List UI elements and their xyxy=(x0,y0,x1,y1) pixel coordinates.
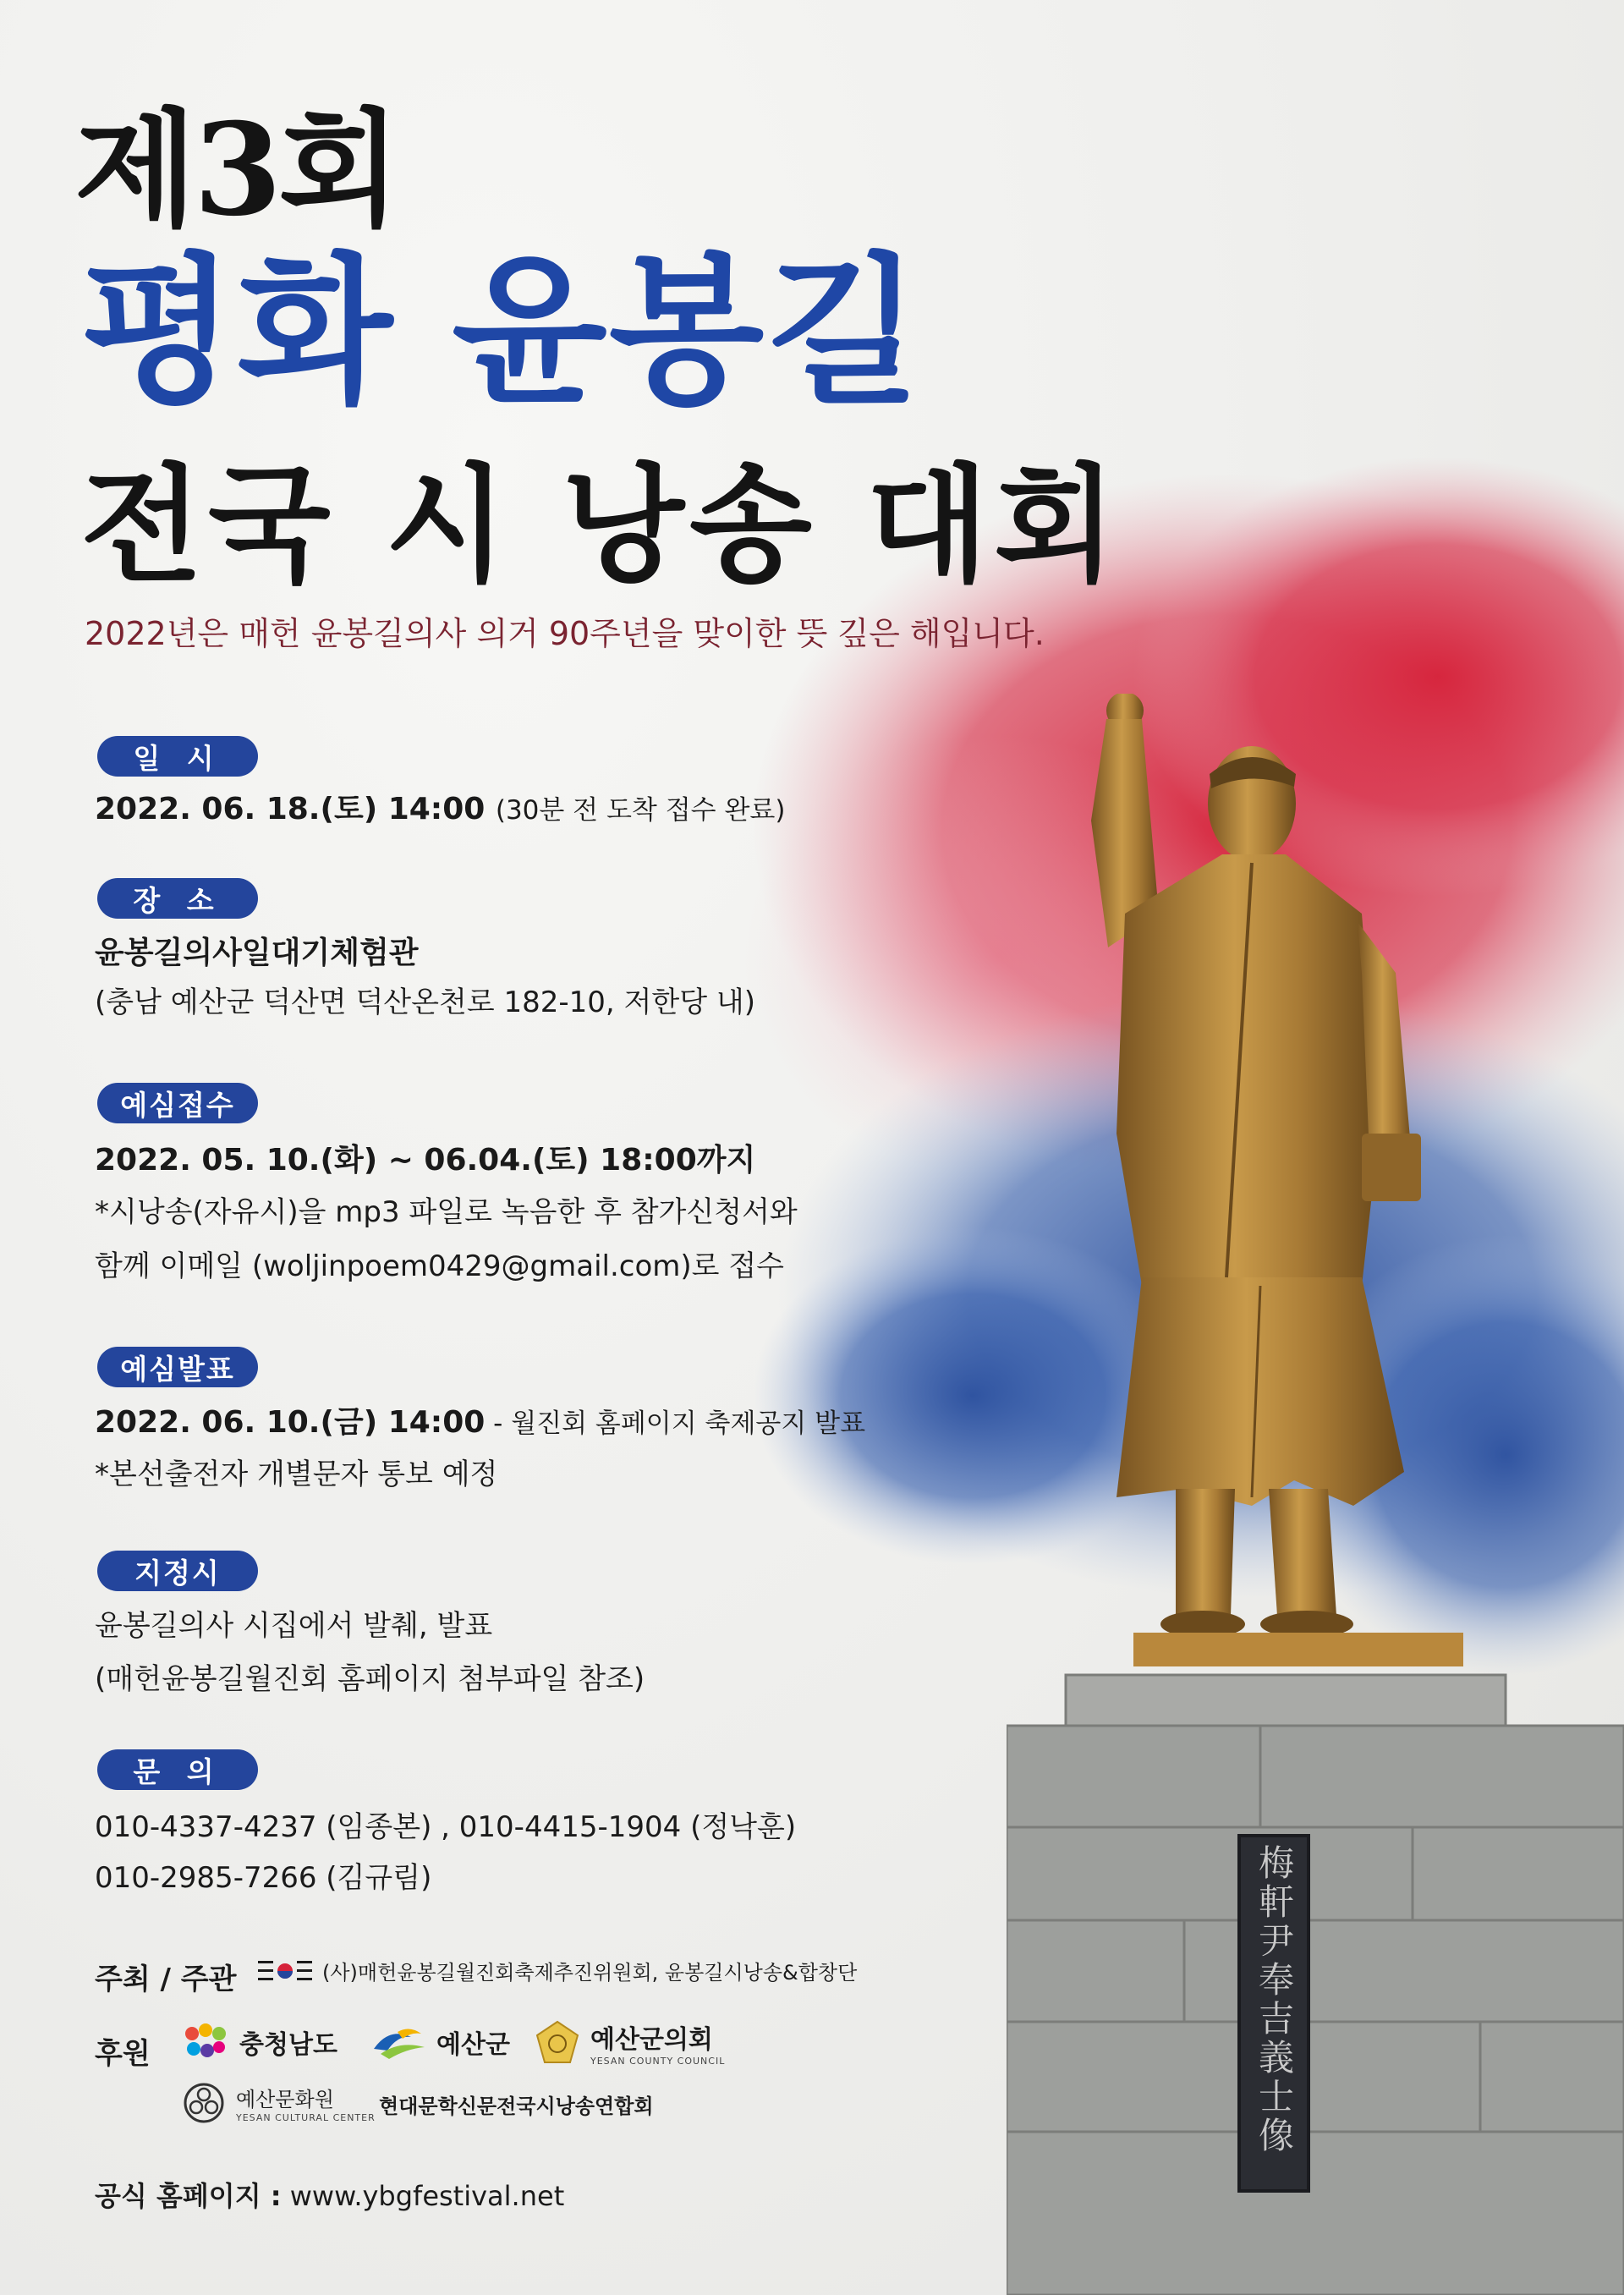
place-name: 윤봉길의사일대기체험관 xyxy=(95,936,419,970)
contact-line2: 010-2985-7266 (김규림) xyxy=(95,1861,432,1895)
prelim-apply-note1: *시낭송(자유시)을 mp3 파일로 녹음한 후 참가신청서와 xyxy=(95,1195,798,1229)
prelim-apply-note2: 함께 이메일 (woljinpoem0429@gmail.com)로 접수 xyxy=(95,1249,785,1283)
host-row xyxy=(258,1956,857,1985)
yesan-text: 예산군 xyxy=(436,2030,510,2060)
date-info xyxy=(95,791,785,827)
date-main: 2022. 06. 18.(토) 14:00 xyxy=(95,792,486,826)
title-edition: 제3회 xyxy=(74,96,398,244)
badge-contact: 문 의 xyxy=(97,1749,258,1790)
statue-pedestal xyxy=(1007,1641,1624,2295)
designated-line2: (매헌윤봉길월진회 홈페이지 첨부파일 참조) xyxy=(95,1662,645,1696)
culture-text-group xyxy=(236,2083,376,2123)
host-flag-icon xyxy=(258,1957,312,1985)
badge-place: 장 소 xyxy=(97,878,258,919)
council-text: 예산군의회 xyxy=(590,2025,713,2055)
host-label: 주최 / 주관 xyxy=(95,1963,237,1996)
prelim-result-line xyxy=(95,1404,865,1441)
council-emblem-icon xyxy=(535,2020,580,2066)
place-address: (충남 예산군 덕산면 덕산온천로 182-10, 저한당 내) xyxy=(95,986,755,1019)
sponsor-yesan xyxy=(372,2023,510,2061)
statue-plaque-text: 梅軒尹奉吉義士像 xyxy=(1254,1844,1295,2155)
sponsor-label: 후원 xyxy=(95,2037,151,2071)
subtitle: 2022년은 매헌 윤봉길의사 의거 90주년을 맞이한 뜻 깊은 해입니다. xyxy=(85,615,1045,652)
homepage-label: 공식 홈페이지 : xyxy=(95,2180,282,2212)
homepage-line xyxy=(95,2180,564,2212)
statue-figure xyxy=(1007,694,1480,1675)
badge-designated: 지정시 xyxy=(97,1551,258,1591)
prelim-result-tail: - 월진회 홈페이지 축제공지 발표 xyxy=(485,1408,866,1439)
badge-prelim-apply: 예심접수 xyxy=(97,1083,258,1123)
culture-center-logo-icon xyxy=(182,2081,226,2125)
designated-line1: 윤봉길의사 시집에서 발췌, 발표 xyxy=(95,1609,493,1643)
badge-date: 일 시 xyxy=(97,736,258,777)
sponsor-culture xyxy=(182,2081,376,2125)
badge-prelim-result: 예심발표 xyxy=(97,1347,258,1387)
contact-line1: 010-4337-4237 (임종본) , 010-4415-1904 (정낙훈) xyxy=(95,1810,797,1844)
chungnam-text: 충청남도 xyxy=(239,2030,337,2060)
culture-text: 예산문화원 xyxy=(236,2088,334,2111)
title-event: 전국 시 낭송 대회 xyxy=(80,451,1122,600)
prelim-apply-main: 2022. 05. 10.(화) ~ 06.04.(토) 18:00까지 xyxy=(95,1143,756,1178)
title-main: 평화 윤봉길 xyxy=(80,239,923,426)
homepage-link[interactable]: www.ybgfestival.net xyxy=(289,2180,565,2212)
council-text-group xyxy=(590,2018,725,2067)
host-text: (사)매헌윤봉길월진회축제추진위원회, 윤봉길시낭송&합창단 xyxy=(322,1961,858,1985)
sponsor-chungnam xyxy=(182,2023,337,2061)
yesan-logo-icon xyxy=(372,2023,426,2061)
date-note: (30분 전 도착 접수 완료) xyxy=(495,795,786,826)
prelim-result-note: *본선출전자 개별문자 통보 예정 xyxy=(95,1458,498,1491)
assoc-text: 현대문학신문전국시낭송연합회 xyxy=(379,2095,654,2118)
sponsor-council xyxy=(535,2018,725,2067)
sponsor-assoc xyxy=(379,2089,654,2119)
prelim-result-main: 2022. 06. 10.(금) 14:00 xyxy=(95,1405,486,1440)
chungnam-logo-icon xyxy=(182,2023,229,2061)
council-en: YESAN COUNTY COUNCIL xyxy=(590,2056,726,2067)
culture-en: YESAN CULTURAL CENTER xyxy=(236,2112,376,2123)
